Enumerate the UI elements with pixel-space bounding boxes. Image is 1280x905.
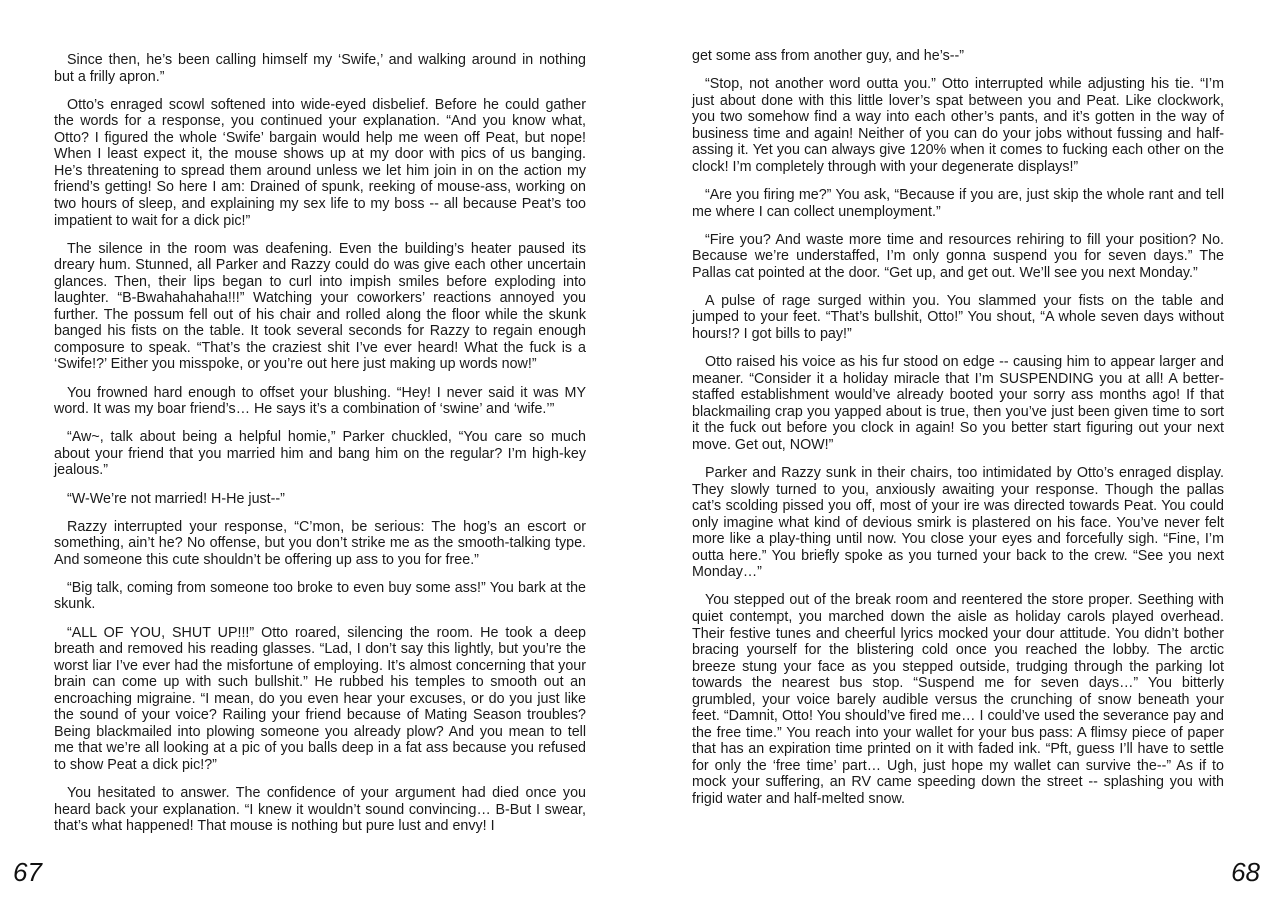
- paragraph: Otto’s enraged scowl softened into wide-eyed disbelief. Before he could gather the words for a response, you continued your explanation. “And you know what, Otto? I figured the whole ‘Swife’ bargain would help me ween off Peat, but nope! When I least expect it, the mouse shows up at my door with pics of us banging. He’s threatening to spread them around unless we let him join in on the action my friend’s getting! So here I am: Drained of spunk, reeking of mouse-ass, working on two hours of sleep, and explaining my sex life to my boss -- all because Peat’s too impatient to wait for a dick pic!”: [54, 96, 586, 229]
- right-page: [692, 48, 1224, 819]
- paragraph: “ALL OF YOU, SHUT UP!!!” Otto roared, silencing the room. He took a deep breath and removed his reading glasses. “Lad, I don’t say this lightly, but you’re the worst liar I’ve ever had the misfortune of employing. It’s almost concerning that your brain can come up with such bullshit.” He rubbed his temples to smooth out an encroaching migraine. “I mean, do you even hear your excuses, or do you just like the sound of your voice? Railing your friend because of Mating Season troubles? Being blackmailed into plowing someone you already plow? And you mean to tell me that we’re all looking at a pic of you balls deep in a fat ass because you refused to show Peat a dick pic!?”: [54, 624, 586, 773]
- paragraph: Parker and Razzy sunk in their chairs, too intimidated by Otto’s enraged display. They slowly turned to you, anxiously awaiting your response. Though the pallas cat’s scolding pissed you off, most of your ire was directed towards Peat. You could only imagine what kind of devious smirk is plastered on his face. You’ve never felt more like a play-thing until now. You close your eyes and forcefully sigh. “Fine, I’m outta here.” You briefly spoke as you turned your back to the crew. “See you next Monday…”: [692, 465, 1224, 581]
- paragraph: You frowned hard enough to offset your blushing. “Hey! I never said it was MY word. It was my boar friend’s… He says it’s a combination of ‘swine’ and ‘wife.’”: [54, 384, 586, 418]
- paragraph: Razzy interrupted your response, “C’mon, be serious: The hog’s an escort or something, ain’t he? No offense, but you don’t strike me as the smooth-talking type. And someone this cute shouldn’t be offering up ass to you for free.”: [54, 518, 586, 568]
- paragraph: “Are you firing me?” You ask, “Because if you are, just skip the whole rant and tell me where I can collect unemployment.”: [692, 187, 1224, 220]
- continuation-paragraph: get some ass from another guy, and he’s--”: [692, 48, 965, 64]
- paragraph: “W-We’re not married! H-He just--”: [67, 490, 285, 507]
- paragraph: Otto raised his voice as his fur stood on edge -- causing him to appear larger and meaner. “Consider it a holiday miracle that I’m SUSPENDING you at all! A better-staffed establishment would’ve already booted your sorry ass months ago! If that blackmailing crap you yapped about is true, then you’ve just been given time to sort it the fuck out before you clock in again! So you better start figuring out your next move. Get out, NOW!”: [692, 354, 1224, 453]
- paragraph: You stepped out of the break room and reentered the store proper. Seething with quiet contempt, you marched down the aisle as holiday carols played overhead. Their festive tunes and cheerful lyrics mocked your dour attitude. You didn’t bother bracing yourself for the blistering cold once you reached the lobby. The arctic breeze stung your face as you stepped outside, trudging through the parking lot towards the nearest bus stop. “Suspend me for seven days…” You bitterly grumbled, your voice barely audible versus the crunching of snow beneath your feet. “Damnit, Otto! You should’ve fired me… I could’ve used the severance pay and the free time.” You reach into your wallet for your bus pass: A flimsy piece of paper that has an expiration time printed on it with faded ink. “Pft, guess I’ll have to settle for only the ‘free time’ part… Ugh, just hope my wallet can survive the--” As if to mock your suffering, an RV came speeding down the street -- splashing you with frigid water and half-melted snow.: [692, 592, 1224, 808]
- page-number-left: 67: [13, 857, 42, 887]
- paragraph: “Big talk, coming from someone too broke to even buy some ass!” You bark at the skunk.: [54, 579, 586, 613]
- paragraph: Since then, he’s been calling himself my ‘Swife,’ and walking around in nothing but a frilly apron.”: [54, 52, 586, 85]
- left-page: [54, 52, 586, 846]
- page-number-right: 68: [1231, 857, 1260, 887]
- paragraph: “Aw~, talk about being a helpful homie,” Parker chuckled, “You care so much about your friend that you married him and bang him on the regular? I’m high-key jealous.”: [54, 429, 586, 479]
- paragraph: You hesitated to answer. The confidence of your argument had died once you heard back your explanation. “I knew it wouldn’t sound convincing… B-But I swear, that’s what happened! That mouse is nothing but pure lust and envy! I: [54, 785, 586, 835]
- paragraph: “Fire you? And waste more time and resources rehiring to fill your position? No. Because we’re understaffed, I’m only gonna suspend you for seven days.” The Pallas cat pointed at the door. “Get up, and get out. We’ll see you next Monday.”: [692, 231, 1224, 281]
- paragraph: The silence in the room was deafening. Even the building’s heater paused its dreary hum. Stunned, all Parker and Razzy could do was give each other uncertain glances. Then, their lips began to curl into impish smiles before exploding into laughter. “B-Bwahahahaha!!!” Watching your coworkers’ reactions annoyed you further. The possum fell out of his chair and rolled along the floor while the skunk banged his fists on the table. It took several seconds for Razzy to regain enough composure to speak. “That’s the craziest shit I’ve ever heard! What the fuck is a ‘Swife!?’ Either you misspoke, or you’re out here just making up words now!”: [54, 240, 586, 373]
- paragraph: “Stop, not another word outta you.” Otto interrupted while adjusting his tie. “I’m just about done with this little lover’s spat between you and Peat. Like clockwork, you two somehow find a way into each other’s pants, and it’s gotten in the way of business time and again! Neither of you can do your jobs without fussing and half-assing it. Yet you can always give 120% when it comes to fucking each other on the clock! I’m completely through with your degenerate displays!”: [692, 76, 1224, 175]
- paragraph: A pulse of rage surged within you. You slammed your fists on the table and jumped to your feet. “That’s bullshit, Otto!” You shout, “A whole seven days without hours!? I got bills to pay!”: [692, 292, 1224, 343]
